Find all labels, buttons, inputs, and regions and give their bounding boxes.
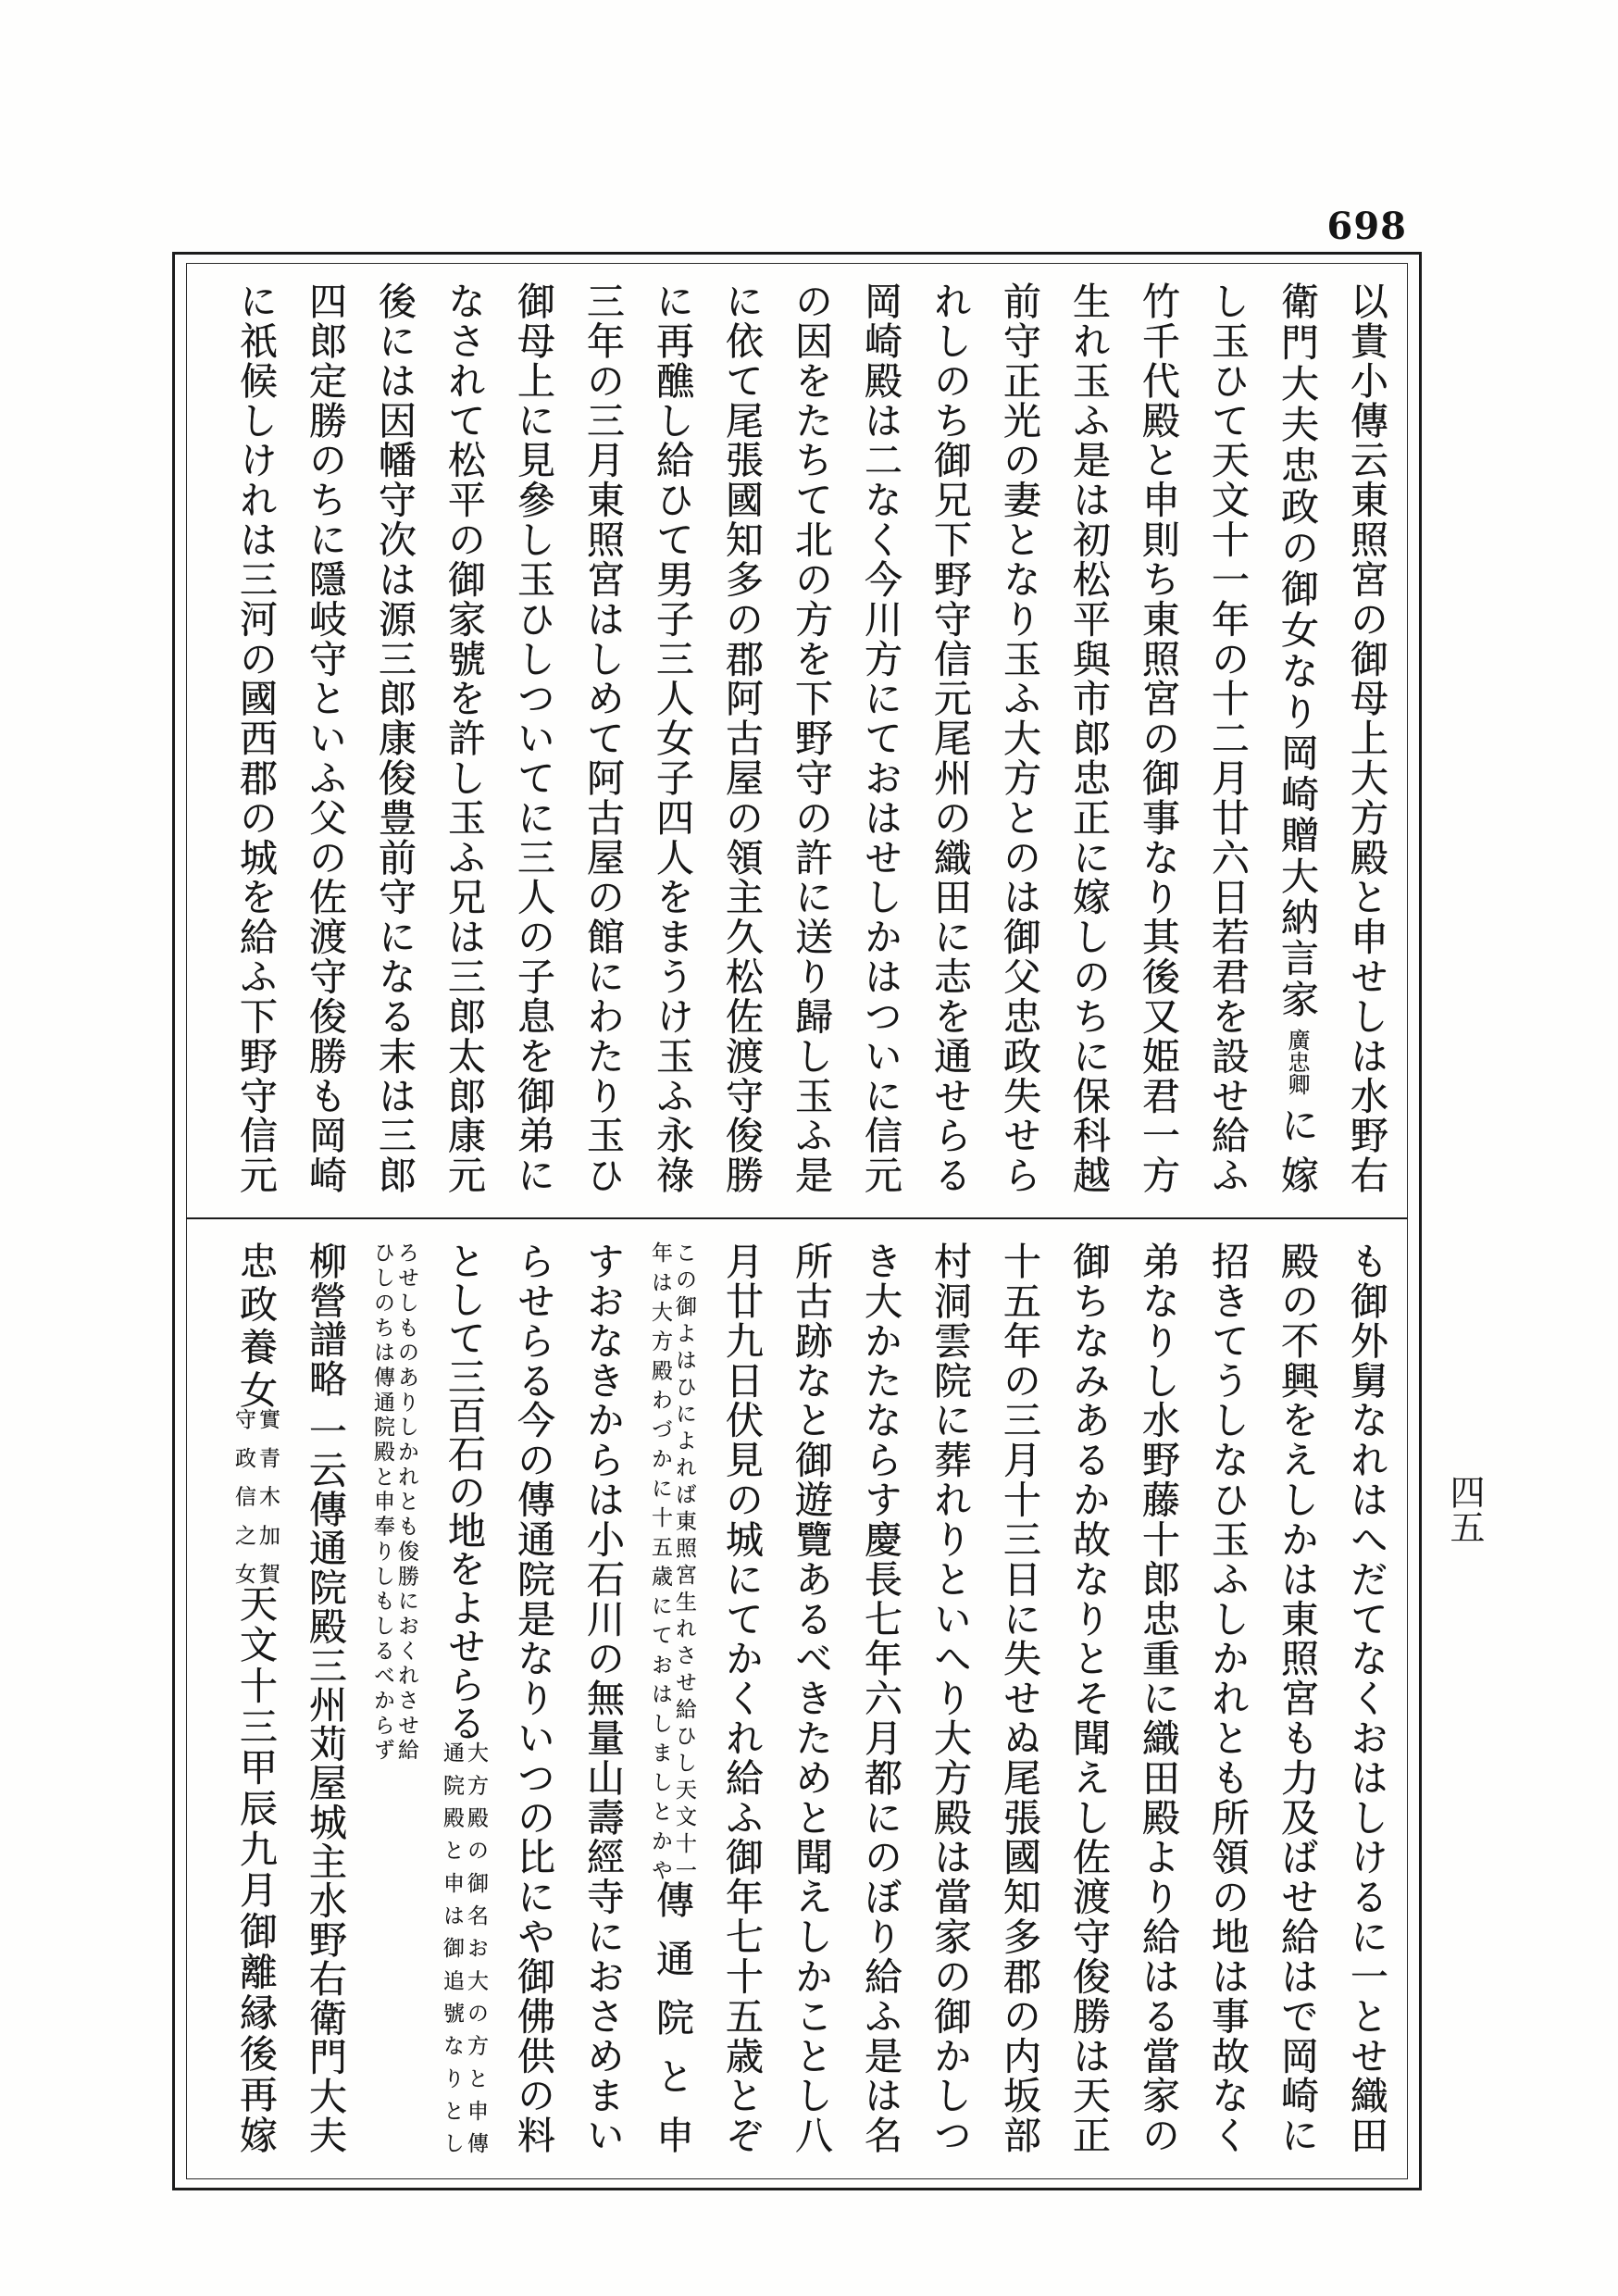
note-line: ひしのちは傳通院殿と申奉りしもしるべからず (370, 1242, 394, 1760)
lower-section (231, 1242, 1390, 2153)
note-line: この御よはひによれば東照宮生れさせ給ひし天文十一 (672, 1242, 696, 1880)
lower-column-10: 月廿九日伏見の城にてかくれ給ふ御年七十五歳とぞ (719, 1242, 764, 2153)
upper-column-8: 岡崎殿は二なく今川方にておはせしかはついに信元 (858, 281, 902, 1193)
lower-column-9: 所古跡なと御遊覽あるべきためと聞えしかことし八 (789, 1242, 833, 2153)
note-line: 通院殿と申は御追號なりとし (440, 1741, 464, 2153)
column-text: 忠政養女 (233, 1242, 278, 1408)
column-text: 傳通院と申 (650, 1880, 694, 2153)
lower-column-6: 十五年の三月十三日に失せぬ尾張國知多郡の内坂部 (997, 1242, 1041, 2153)
lower-column-13: らせらる今の傳通院是なりいつの比にや御佛供の料 (511, 1242, 555, 2153)
upper-column-16: 四郎定勝のちに隱岐守といふ父の佐渡守俊勝も岡崎 (303, 281, 347, 1193)
note-line: 實青木加賀 (255, 1408, 280, 1584)
lower-column-3: 招きてうしなひ玉ふしかれとも所領の地は事故なく (1205, 1242, 1250, 2153)
column-text: に嫁 (1275, 1105, 1319, 1193)
lower-column-2: 殿の不興をえしかは東照宮も力及ばせ給はで岡崎に (1275, 1242, 1319, 2153)
upper-column-7: れしのち御兄下野守信元尾州の織田に志を通せらる (927, 281, 972, 1193)
upper-column-13: 御母上に見參し玉ひしついてに三人の子息を御弟に (511, 281, 555, 1193)
column-text: として三百石の地をよせらる (442, 1242, 486, 1741)
upper-column-12: 三年の三月東照宮はしめて阿古屋の館にわたり玉ひ (580, 281, 625, 1193)
upper-column-5: 生れ玉ふ是は初松平與市郎忠正に嫁しのちに保科越 (1066, 281, 1111, 1193)
column-text: 天文十三甲辰九月御離縁後再嫁 (233, 1584, 278, 2153)
lower-column-15 (370, 1242, 418, 2153)
lower-column-16: 柳營譜略 一云傳通院殿三州苅屋城主水野右衛門大夫 (303, 1242, 347, 2153)
lower-column-5: 御ちなみあるか故なりとそ聞えし佐渡守俊勝は天正 (1066, 1242, 1111, 2153)
note-line: 守政信之女 (231, 1408, 255, 1584)
side-page-marker: 四五 (1444, 1474, 1485, 1544)
warichu-note (648, 1242, 696, 1880)
upper-column-17: に祇候しけれは三河の國西郡の城を給ふ下野守信元 (233, 281, 278, 1193)
upper-column-14: なされて松平の御家號を許し玉ふ兄は三郎太郎康元 (442, 281, 486, 1193)
lower-column-12: すおなきからは小石川の無量山壽經寺におさめまい (580, 1242, 625, 2153)
note-line: 大方殿の御名お大の方と申傳 (464, 1741, 488, 2153)
upper-column-11: に再醮し給ひて男子三人女子四人をまうけ玉ふ永祿 (650, 281, 694, 1193)
lower-column-14 (440, 1242, 488, 2153)
note-line: ろせしものありしかれとも俊勝におくれさせ給 (394, 1242, 418, 1760)
upper-column-6: 前守正光の妻となり玉ふ大方とのは御父忠政失せら (997, 281, 1041, 1193)
upper-column-10: に依て尾張國知多の郡阿古屋の領主久松佐渡守俊勝 (719, 281, 764, 1193)
page-number: 698 (1326, 205, 1407, 248)
warichu-note (370, 1242, 418, 1760)
warichu-note (440, 1741, 488, 2153)
upper-column-2 (1273, 281, 1321, 1193)
section-divider (186, 1217, 1408, 1219)
lower-column-8: き大かたならす慶長七年六月都にのぼり給ふ是は名 (858, 1242, 902, 2153)
lower-column-7: 村洞雲院に葬れりといへり大方殿は當家の御かしつ (927, 1242, 972, 2153)
column-text: 衛門大夫忠政の御女なり岡崎贈大納言家 (1275, 281, 1319, 1017)
warichu-note (231, 1408, 280, 1584)
lower-column-4: 弟なりし水野藤十郎忠重に織田殿より給はる當家の (1136, 1242, 1180, 2153)
inline-annotation: 廣忠卿 (1284, 1028, 1310, 1095)
lower-column-17 (231, 1242, 280, 2153)
upper-column-15: 後には因幡守次は源三郎康俊豊前守になる末は三郎 (372, 281, 417, 1193)
upper-column-9: の因をたちて北の方を下野守の許に送り歸し玉ふ是 (789, 281, 833, 1193)
lower-column-1: も御外舅なれはへだてなくおはしけるに一とせ織田 (1344, 1242, 1388, 2153)
lower-column-11 (648, 1242, 696, 2153)
note-line: 年は大方殿わづかに十五歳にておはしましとかや (648, 1242, 672, 1880)
upper-section (231, 281, 1390, 1193)
upper-column-1: 以貴小傳云東照宮の御母上大方殿と申せしは水野右 (1344, 281, 1388, 1193)
upper-column-4: 竹千代殿と申則ち東照宮の御事なり其後又姫君一方 (1136, 281, 1180, 1193)
upper-column-3: し玉ひて天文十一年の十二月廿六日若君を設せ給ふ (1205, 281, 1250, 1193)
